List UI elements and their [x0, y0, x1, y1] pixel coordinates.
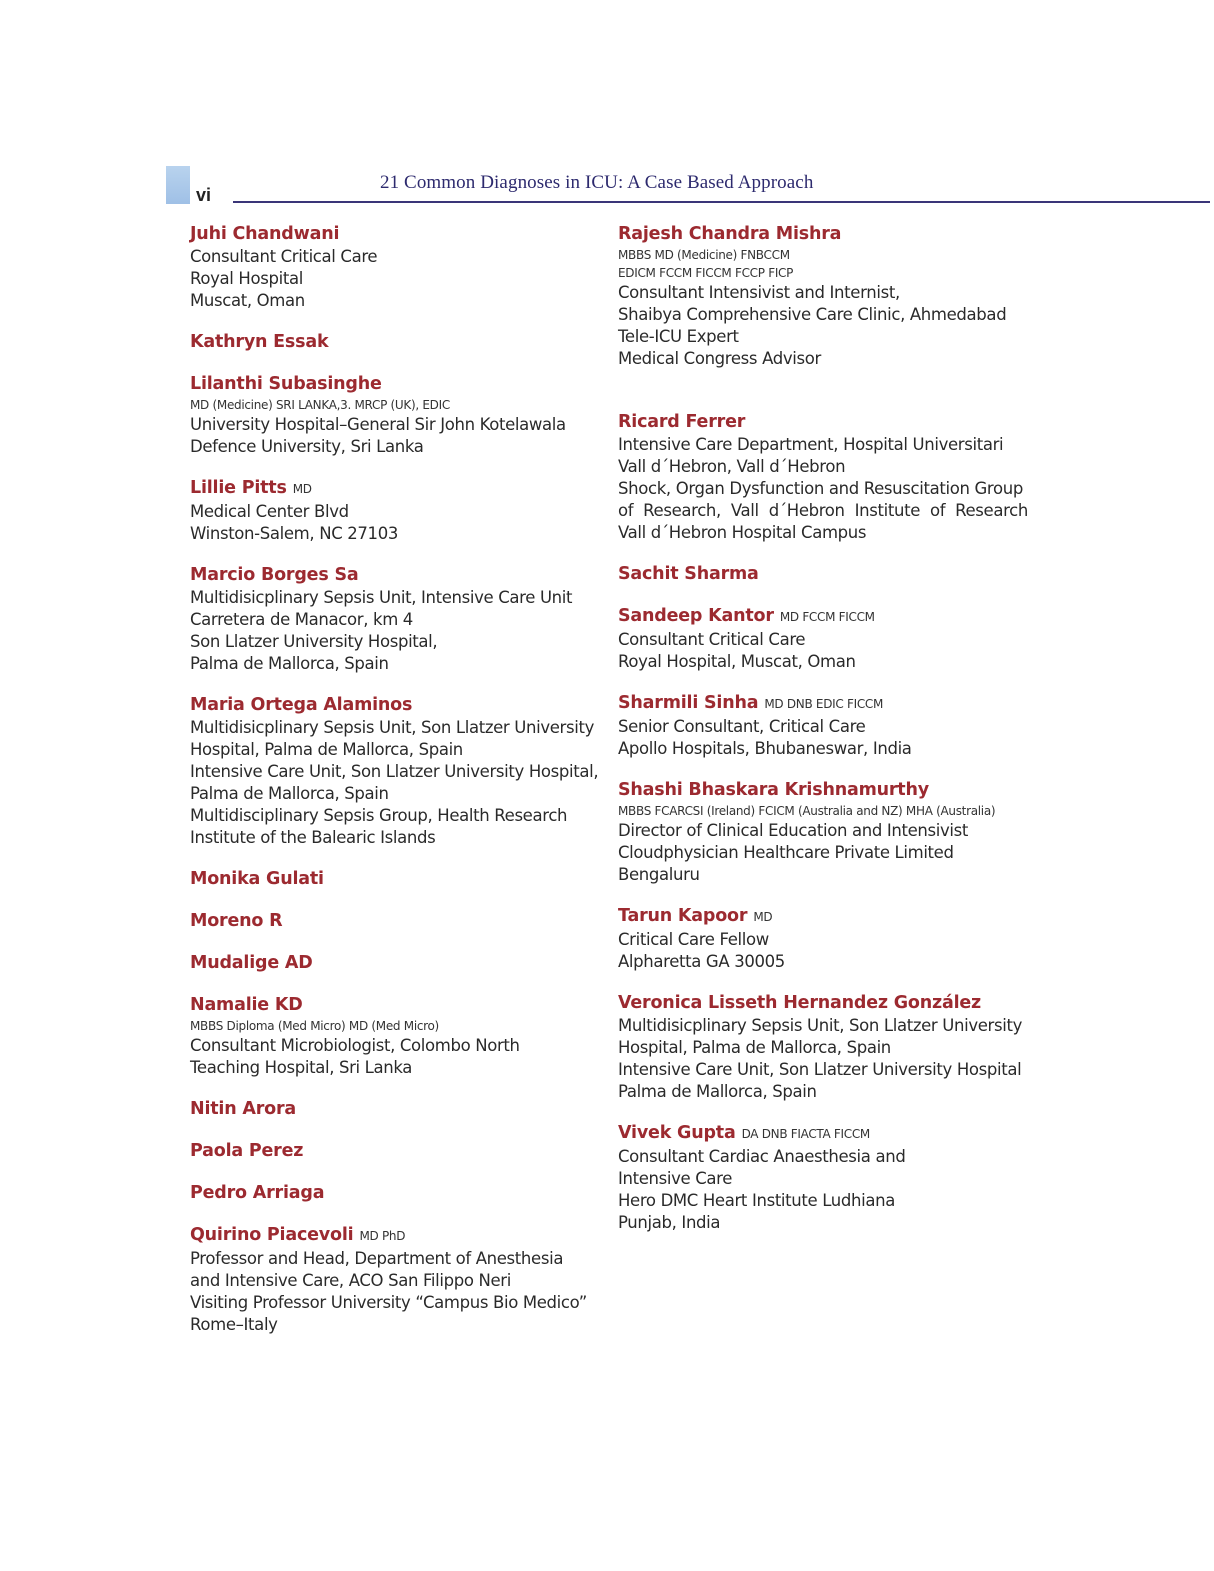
contributor-entry [190, 1097, 610, 1121]
contributor-qualifications: MD DNB EDIC FICCM [764, 697, 884, 711]
contributor-affiliation-line: Cloudphysician Healthcare Private Limited [618, 843, 954, 862]
contributor-name: Juhi Chandwani [190, 224, 340, 244]
contributor-affiliation-line: Intensive Care Department, Hospital Universitari [618, 435, 1004, 454]
contributor-name-line [618, 562, 1028, 586]
contributor-name: Maria Ortega Alaminos [190, 695, 413, 715]
contributor-qualifications: MD FCCM FICCM [779, 610, 875, 624]
header-rule [233, 201, 1210, 203]
contributor-affiliation-line: Son Llatzer University Hospital, [190, 632, 438, 651]
contributor-qualifications: EDICM FCCM FICCM FCCP FICP [618, 266, 794, 280]
contributor-affiliation-line: Palma de Mallorca, Spain [618, 1082, 817, 1101]
contributor-affiliation-line: Medical Center Blvd [190, 502, 349, 521]
contributor-affiliation-line: Consultant Microbiologist, Colombo North [190, 1036, 520, 1055]
contributor-name: Monika Gulati [190, 869, 324, 889]
contributor-entry [190, 867, 610, 891]
contributor-affiliation-line: Punjab, India [618, 1213, 721, 1232]
contributor-affiliation-line: Rome–Italy [190, 1315, 278, 1334]
contributor-affiliation-line: Muscat, Oman [190, 291, 305, 310]
contributor-name-line [190, 951, 610, 975]
contributor-name-line [618, 691, 1028, 716]
contributor-affiliation-line: Multidisicplinary Sepsis Unit, Son Llatzer University [190, 718, 594, 737]
contributor-name-line [618, 1121, 1028, 1146]
contributor-affiliation-line: Multidisicplinary Sepsis Unit, Intensive Care Unit [190, 588, 573, 607]
contributor-entry [190, 476, 610, 545]
contributor-name-line [190, 1139, 610, 1163]
contributor-name: Lillie Pitts [190, 478, 287, 498]
contributor-affiliation-line: Hospital, Palma de Mallorca, Spain [190, 740, 463, 759]
contributor-name-line [190, 867, 610, 891]
contributor-name-line [190, 222, 610, 246]
contributor-affiliation-line: Shock, Organ Dysfunction and Resuscitation Group [618, 479, 1023, 498]
contributor-qualifications: DA DNB FIACTA FICCM [741, 1127, 870, 1141]
contributor-affiliation-line: Shaibya Comprehensive Care Clinic, Ahmedabad [618, 305, 1007, 324]
contributor-name-line [190, 993, 610, 1017]
contributor-entry [618, 904, 1028, 973]
contributor-affiliation-line: Multidisicplinary Sepsis Unit, Son Llatzer University [618, 1016, 1022, 1035]
contributor-entry [190, 222, 610, 312]
contributor-name: Marcio Borges Sa [190, 565, 359, 585]
contributor-affiliation-line: Intensive Care Unit, Son Llatzer University Hospital [618, 1060, 1022, 1079]
contributor-name-line [190, 909, 610, 933]
contributor-name: Moreno R [190, 911, 283, 931]
contributor-affiliation-line: Consultant Cardiac Anaesthesia and [618, 1147, 906, 1166]
contributor-name-line [618, 991, 1028, 1015]
contributor-affiliation-line: University Hospital–General Sir John Kotelawala [190, 415, 566, 434]
contributor-name: Shashi Bhaskara Krishnamurthy [618, 780, 929, 800]
contributor-affiliation-line: Bengaluru [618, 865, 700, 884]
contributor-affiliation-line: Medical Congress Advisor [618, 349, 821, 368]
contributor-name-line [618, 604, 1028, 629]
contributor-name: Nitin Arora [190, 1099, 296, 1119]
contributor-name: Sharmili Sinha [618, 693, 759, 713]
contributor-affiliation-line: Vall d´Hebron Hospital Campus [618, 523, 867, 542]
contributor-affiliation-line: Apollo Hospitals, Bhubaneswar, India [618, 739, 912, 758]
contributor-name-line [618, 904, 1028, 929]
contributor-affiliation-line: Professor and Head, Department of Anesthesia [190, 1249, 564, 1268]
contributor-affiliation-line: Multidisciplinary Sepsis Group, Health Research [190, 806, 568, 825]
contributor-affiliation-line: Visiting Professor University “Campus Bio Medico” [190, 1293, 587, 1312]
contributor-affiliation-line: of Research, Vall d´Hebron Institute of Research [618, 501, 1028, 520]
contributor-qualifications: MBBS Diploma (Med Micro) MD (Med Micro) [190, 1019, 439, 1033]
contributor-entry [618, 410, 1028, 544]
running-title: 21 Common Diagnoses in ICU: A Case Based Approach [380, 172, 814, 193]
contributor-entry [618, 991, 1028, 1103]
contributor-entry [190, 1223, 610, 1336]
contributor-affiliation-line: Hospital, Palma de Mallorca, Spain [618, 1038, 891, 1057]
contributor-affiliation-line: Consultant Intensivist and Internist, [618, 283, 900, 302]
contributor-entry [190, 951, 610, 975]
contributor-qualifications: MD (Medicine) SRI LANKA,3. MRCP (UK), EDIC [190, 398, 450, 412]
contributor-name: Namalie KD [190, 995, 303, 1015]
contributor-affiliation-line: Director of Clinical Education and Intensivist [618, 821, 968, 840]
contributor-name-line [190, 1223, 610, 1248]
contributor-name-line [618, 778, 1028, 802]
contributor-affiliation-line: Palma de Mallorca, Spain [190, 654, 389, 673]
contributor-affiliation-line: Critical Care Fellow [618, 930, 769, 949]
contributor-affiliation-line: Intensive Care [618, 1169, 733, 1188]
contributor-entry [190, 993, 610, 1079]
page-number: vi [196, 185, 212, 205]
contributor-affiliation-line: Teaching Hospital, Sri Lanka [190, 1058, 413, 1077]
contributor-name-line [190, 1181, 610, 1205]
contributor-entry [618, 1121, 1028, 1234]
contributor-entry [190, 909, 610, 933]
contributor-name: Paola Perez [190, 1141, 304, 1161]
contributor-affiliation-line: Winston-Salem, NC 27103 [190, 524, 398, 543]
contributor-affiliation-line: Institute of the Balearic Islands [190, 828, 436, 847]
contributor-name-line [190, 693, 610, 717]
contributor-name: Vivek Gupta [618, 1123, 736, 1143]
contributor-name-line [190, 330, 610, 354]
contributor-name-line [190, 563, 610, 587]
contributor-name: Veronica Lisseth Hernandez González [618, 993, 982, 1013]
contributor-affiliation-line: Tele-ICU Expert [618, 327, 739, 346]
contributor-affiliation-line: Intensive Care Unit, Son Llatzer University Hospital, [190, 762, 599, 781]
contributors-left-column [190, 222, 610, 1354]
contributor-affiliation-line: Alpharetta GA 30005 [618, 952, 785, 971]
contributor-entry [618, 604, 1028, 673]
contributor-affiliation-line: Royal Hospital [190, 269, 303, 288]
contributor-qualifications: MBBS FCARCSI (Ireland) FCICM (Australia and NZ) MHA (Australia) [618, 804, 996, 818]
contributor-name: Kathryn Essak [190, 332, 329, 352]
contributor-name-line [618, 410, 1028, 434]
contributor-affiliation-line: Palma de Mallorca, Spain [190, 784, 389, 803]
contributor-entry [190, 330, 610, 354]
contributor-name-line [190, 476, 610, 501]
contributor-name-line [618, 222, 1028, 246]
contributor-entry [190, 372, 610, 458]
contributor-name: Pedro Arriaga [190, 1183, 325, 1203]
contributor-entry [190, 1181, 610, 1205]
contributor-name: Lilanthi Subasinghe [190, 374, 382, 394]
contributor-name: Sandeep Kantor [618, 606, 774, 626]
contributor-qualifications: MD PhD [359, 1229, 406, 1243]
contributor-name: Rajesh Chandra Mishra [618, 224, 842, 244]
contributor-name-line [190, 372, 610, 396]
contributor-affiliation-line: Carretera de Manacor, km 4 [190, 610, 413, 629]
page-tab-marker [166, 166, 190, 204]
contributor-entry [618, 222, 1028, 370]
contributor-entry [190, 693, 610, 849]
contributor-name-line [190, 1097, 610, 1121]
contributor-affiliation-line: Vall d´Hebron, Vall d´Hebron [618, 457, 846, 476]
contributor-name: Ricard Ferrer [618, 412, 746, 432]
contributor-name: Sachit Sharma [618, 564, 759, 584]
contributor-affiliation-line: Consultant Critical Care [618, 630, 806, 649]
contributor-entry [190, 563, 610, 675]
contributor-name: Tarun Kapoor [618, 906, 748, 926]
contributor-entry [618, 778, 1028, 886]
contributor-affiliation-line: and Intensive Care, ACO San Filippo Neri [190, 1271, 511, 1290]
contributor-name: Quirino Piacevoli [190, 1225, 354, 1245]
contributor-affiliation-line: Senior Consultant, Critical Care [618, 717, 866, 736]
contributor-qualifications: MD [292, 482, 312, 496]
contributor-affiliation-line: Royal Hospital, Muscat, Oman [618, 652, 856, 671]
contributors-right-column [618, 222, 1028, 1252]
contributor-qualifications: MD [753, 910, 773, 924]
contributor-entry [618, 691, 1028, 760]
contributor-qualifications: MBBS MD (Medicine) FNBCCM [618, 248, 790, 262]
contributor-entry [190, 1139, 610, 1163]
contributor-affiliation-line: Consultant Critical Care [190, 247, 378, 266]
contributor-entry [618, 562, 1028, 586]
contributor-affiliation-line: Hero DMC Heart Institute Ludhiana [618, 1191, 895, 1210]
contributor-name: Mudalige AD [190, 953, 313, 973]
page-header [0, 160, 1214, 210]
contributor-affiliation-line: Defence University, Sri Lanka [190, 437, 424, 456]
